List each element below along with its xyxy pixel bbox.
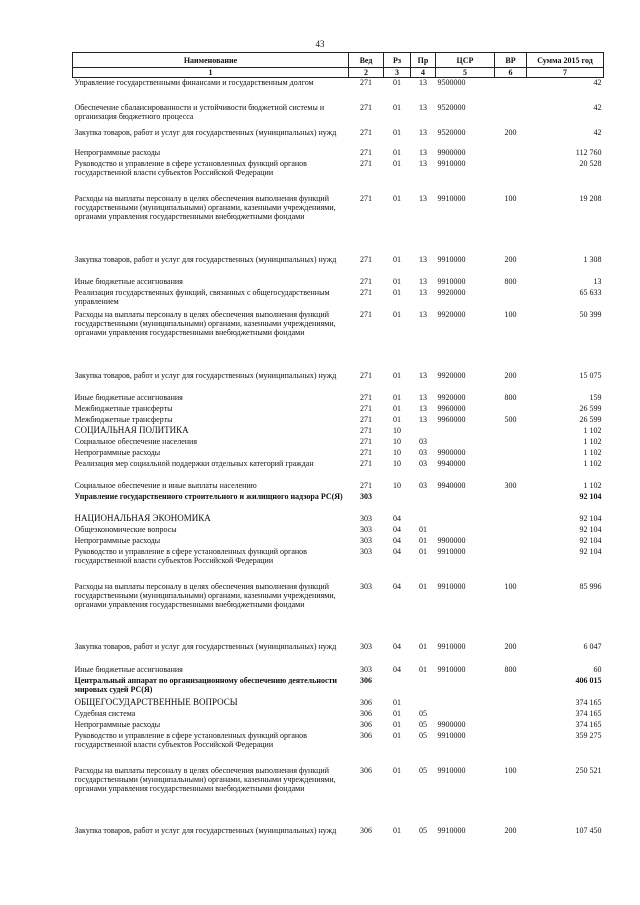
cell-sum: 26 599 xyxy=(579,403,602,413)
column-number: 6 xyxy=(495,68,527,78)
cell-sum: 112 760 xyxy=(575,147,602,157)
cell-ved: 271 xyxy=(360,480,372,490)
cell-pr: 13 xyxy=(419,254,427,264)
cell-ved: 271 xyxy=(360,287,372,297)
cell-csr xyxy=(436,492,495,514)
cell-pr: 05 xyxy=(419,825,427,835)
cell-sum: 92 104 xyxy=(579,524,602,534)
cell-ved: 303 xyxy=(360,513,372,523)
cell-ved: 303 xyxy=(360,535,372,545)
cell-ved: 271 xyxy=(360,370,372,380)
cell-rz: 01 xyxy=(393,730,401,740)
cell-rz: 01 xyxy=(393,78,401,87)
cell-csr: 9920000 xyxy=(437,370,466,380)
cell-rz: 01 xyxy=(393,102,401,112)
cell-pr: 01 xyxy=(419,524,427,534)
cell-vr xyxy=(495,536,527,547)
cell-ved: 271 xyxy=(360,158,372,168)
budget-table xyxy=(72,52,604,848)
cell-sum: 250 521 xyxy=(575,765,602,775)
cell-csr: 9900000 xyxy=(437,147,466,157)
table-row xyxy=(73,393,604,404)
cell-rz: 10 xyxy=(393,425,401,435)
cell-ved: 306 xyxy=(360,730,372,740)
cell-ved: 306 xyxy=(360,675,372,685)
table-row xyxy=(73,536,604,547)
table-row xyxy=(73,826,604,848)
cell-vr: 200 xyxy=(504,641,517,651)
cell-ved: 306 xyxy=(360,765,372,775)
cell-pr: 13 xyxy=(419,287,427,297)
header-name: Наименование xyxy=(73,53,349,68)
cell-sum: 1 102 xyxy=(583,458,602,468)
column-number-row xyxy=(73,68,604,78)
cell-pr: 01 xyxy=(419,664,427,674)
cell-sum: 15 075 xyxy=(579,370,602,380)
cell-csr: 9900000 xyxy=(437,719,466,729)
cell-ved: 271 xyxy=(360,458,372,468)
cell-rz: 01 xyxy=(393,370,401,380)
cell-pr: 03 xyxy=(419,447,427,457)
table-row xyxy=(73,642,604,665)
cell-rz: 04 xyxy=(393,513,401,523)
column-number: 7 xyxy=(527,68,604,78)
cell-ved: 271 xyxy=(360,127,372,137)
cell-vr xyxy=(495,103,527,128)
cell-sum: 92 104 xyxy=(579,546,602,556)
column-number: 3 xyxy=(384,68,411,78)
cell-name: Закупка товаров, работ и услуг для государственных (муниципальных) нужд xyxy=(74,370,337,380)
cell-rz: 04 xyxy=(393,546,401,556)
cell-sum: 1 102 xyxy=(583,436,602,446)
cell-csr: 9500000 xyxy=(437,78,466,87)
cell-rz: 01 xyxy=(393,697,401,707)
cell-csr: 9910000 xyxy=(437,254,466,264)
header-sum: Сумма 2015 год xyxy=(527,53,604,68)
cell-sum: 20 528 xyxy=(579,158,602,168)
cell-vr: 100 xyxy=(504,581,517,591)
cell-vr xyxy=(495,514,527,525)
cell-csr: 9910000 xyxy=(437,193,466,203)
cell-csr xyxy=(436,525,495,536)
table-row xyxy=(73,514,604,525)
cell-rz: 01 xyxy=(393,287,401,297)
cell-csr: 9900000 xyxy=(437,447,466,457)
cell-name: СОЦИАЛЬНАЯ ПОЛИТИКА xyxy=(74,424,189,435)
cell-pr: 03 xyxy=(419,458,427,468)
cell-csr xyxy=(436,676,495,698)
cell-sum: 42 xyxy=(593,127,602,137)
table-row xyxy=(73,481,604,492)
cell-vr xyxy=(495,448,527,459)
cell-sum: 406 015 xyxy=(575,675,602,685)
cell-pr: 13 xyxy=(419,193,427,203)
cell-csr: 9960000 xyxy=(437,414,466,424)
cell-vr xyxy=(495,547,527,582)
cell-ved: 306 xyxy=(360,719,372,729)
cell-sum: 92 104 xyxy=(579,513,602,523)
cell-ved: 271 xyxy=(360,102,372,112)
cell-csr: 9910000 xyxy=(437,276,466,286)
cell-sum: 85 996 xyxy=(579,581,602,591)
cell-pr: 13 xyxy=(419,147,427,157)
cell-name: Иные бюджетные ассигнования xyxy=(74,276,183,286)
cell-name: Реализация мер социальной поддержки отдельных категорий граждан xyxy=(74,458,314,468)
cell-vr xyxy=(495,492,527,514)
cell-csr xyxy=(436,709,495,720)
table-row xyxy=(73,128,604,148)
cell-sum: 374 165 xyxy=(575,719,602,729)
cell-rz xyxy=(384,676,411,698)
cell-csr: 9940000 xyxy=(437,480,466,490)
cell-csr: 9520000 xyxy=(437,102,466,112)
table-row xyxy=(73,277,604,288)
cell-ved: 271 xyxy=(360,447,372,457)
cell-pr: 01 xyxy=(419,581,427,591)
cell-sum: 1 102 xyxy=(583,480,602,490)
cell-pr: 03 xyxy=(419,480,427,490)
cell-ved: 306 xyxy=(360,697,372,707)
cell-ved: 306 xyxy=(360,825,372,835)
cell-name: Обеспечение сбалансированности и устойчивости бюджетной системы и организация бюджетного процесса xyxy=(74,102,325,121)
table-row xyxy=(73,78,604,103)
cell-vr xyxy=(495,159,527,194)
cell-csr: 9920000 xyxy=(437,287,466,297)
table-row xyxy=(73,194,604,255)
cell-pr: 13 xyxy=(419,309,427,319)
cell-vr: 200 xyxy=(504,370,517,380)
cell-ved: 271 xyxy=(360,276,372,286)
table-row xyxy=(73,310,604,371)
cell-ved: 303 xyxy=(360,546,372,556)
cell-name: ОБЩЕГОСУДАРСТВЕННЫЕ ВОПРОСЫ xyxy=(74,696,238,707)
cell-name: Закупка товаров, работ и услуг для государственных (муниципальных) нужд xyxy=(74,641,337,651)
cell-rz: 10 xyxy=(393,436,401,446)
cell-rz: 04 xyxy=(393,664,401,674)
cell-sum: 6 047 xyxy=(583,641,602,651)
cell-vr xyxy=(495,720,527,731)
cell-sum: 65 633 xyxy=(579,287,602,297)
cell-vr xyxy=(495,459,527,481)
cell-rz: 01 xyxy=(393,414,401,424)
cell-pr: 05 xyxy=(419,719,427,729)
cell-pr: 13 xyxy=(419,158,427,168)
cell-ved: 303 xyxy=(360,664,372,674)
cell-ved: 271 xyxy=(360,403,372,413)
table-row xyxy=(73,103,604,128)
cell-csr xyxy=(436,698,495,709)
cell-csr: 9910000 xyxy=(437,765,466,775)
table-row xyxy=(73,148,604,159)
cell-ved: 271 xyxy=(360,392,372,402)
cell-csr: 9910000 xyxy=(437,546,466,556)
cell-sum: 1 102 xyxy=(583,425,602,435)
cell-rz: 01 xyxy=(393,254,401,264)
table-row xyxy=(73,426,604,437)
cell-csr: 9520000 xyxy=(437,127,466,137)
cell-name: Иные бюджетные ассигнования xyxy=(74,664,183,674)
cell-rz: 01 xyxy=(393,719,401,729)
table-row xyxy=(73,766,604,826)
cell-csr: 9920000 xyxy=(437,309,466,319)
cell-name: Управление государственными финансами и государственным долгом xyxy=(74,78,314,87)
cell-csr: 9920000 xyxy=(437,392,466,402)
cell-name: Руководство и управление в сфере установленных функций органов государственной власти субъектов Российской Федерации xyxy=(74,546,307,565)
cell-vr xyxy=(495,404,527,415)
cell-vr: 300 xyxy=(504,480,517,490)
table-row xyxy=(73,582,604,642)
cell-vr: 800 xyxy=(504,392,517,402)
cell-ved: 303 xyxy=(360,491,372,501)
cell-pr: 05 xyxy=(419,708,427,718)
header-rz: Рз xyxy=(384,53,411,68)
cell-pr: 05 xyxy=(419,765,427,775)
cell-ved: 303 xyxy=(360,581,372,591)
cell-pr: 05 xyxy=(419,730,427,740)
cell-vr: 100 xyxy=(504,309,517,319)
header-vr: ВР xyxy=(495,53,527,68)
cell-ved: 271 xyxy=(360,254,372,264)
cell-sum: 50 399 xyxy=(579,309,602,319)
cell-sum: 92 104 xyxy=(579,535,602,545)
column-number: 1 xyxy=(73,68,349,78)
cell-ved: 271 xyxy=(360,147,372,157)
table-row xyxy=(73,547,604,582)
cell-vr: 200 xyxy=(504,254,517,264)
table-row xyxy=(73,415,604,426)
cell-pr xyxy=(411,698,436,709)
cell-name: Общеэкономические вопросы xyxy=(74,524,177,534)
cell-pr: 13 xyxy=(419,414,427,424)
cell-rz: 01 xyxy=(393,708,401,718)
cell-csr: 9900000 xyxy=(437,535,466,545)
cell-pr: 13 xyxy=(419,276,427,286)
cell-name: Межбюджетные трансферты xyxy=(74,414,173,424)
cell-vr xyxy=(495,437,527,448)
cell-name: Непрограммные расходы xyxy=(74,447,161,457)
cell-rz: 01 xyxy=(393,158,401,168)
cell-pr xyxy=(411,492,436,514)
table-row xyxy=(73,731,604,766)
cell-name: Непрограммные расходы xyxy=(74,147,161,157)
table-row xyxy=(73,665,604,676)
column-number: 4 xyxy=(411,68,436,78)
cell-ved: 271 xyxy=(360,436,372,446)
cell-pr: 03 xyxy=(419,436,427,446)
column-number: 5 xyxy=(436,68,495,78)
cell-csr: 9910000 xyxy=(437,730,466,740)
cell-csr: 9910000 xyxy=(437,641,466,651)
cell-pr: 13 xyxy=(419,392,427,402)
cell-rz: 01 xyxy=(393,276,401,286)
cell-name: Иные бюджетные ассигнования xyxy=(74,392,183,402)
cell-pr: 13 xyxy=(419,403,427,413)
cell-pr: 13 xyxy=(419,78,427,87)
cell-name: Расходы на выплаты персоналу в целях обеспечения выполнения функций государственными (муниципальными) органами, казенными учреждениями, органами управления государственными внебюджетными фондами xyxy=(74,765,336,793)
cell-sum: 1 102 xyxy=(583,447,602,457)
cell-vr: 100 xyxy=(504,193,517,203)
table-row xyxy=(73,720,604,731)
cell-csr xyxy=(436,437,495,448)
cell-ved: 271 xyxy=(360,425,372,435)
cell-csr: 9910000 xyxy=(437,581,466,591)
cell-rz: 01 xyxy=(393,127,401,137)
page-number: 43 xyxy=(315,39,325,49)
cell-sum: 42 xyxy=(593,78,602,87)
cell-name: Реализация государственных функций, связанных с общегосударственным управлением xyxy=(74,287,330,306)
cell-name: НАЦИОНАЛЬНАЯ ЭКОНОМИКА xyxy=(74,512,211,523)
cell-name: Межбюджетные трансферты xyxy=(74,403,173,413)
cell-pr: 01 xyxy=(419,535,427,545)
cell-csr xyxy=(436,514,495,525)
cell-name: Руководство и управление в сфере установленных функций органов государственной власти субъектов Российской Федерации xyxy=(74,730,307,749)
table-row xyxy=(73,448,604,459)
cell-vr xyxy=(495,525,527,536)
cell-csr: 9910000 xyxy=(437,664,466,674)
cell-sum: 159 xyxy=(589,392,602,402)
table-row xyxy=(73,459,604,481)
cell-vr: 500 xyxy=(504,414,517,424)
table-row xyxy=(73,371,604,393)
cell-name: Непрограммные расходы xyxy=(74,535,161,545)
cell-ved: 271 xyxy=(360,309,372,319)
cell-vr: 800 xyxy=(504,276,517,286)
cell-sum: 374 165 xyxy=(575,708,602,718)
cell-name: Центральный аппарат по организационному обеспечению деятельности мировых судей РС(Я) xyxy=(74,675,338,694)
cell-sum: 92 104 xyxy=(579,491,602,501)
header-ved: Вед xyxy=(349,53,384,68)
cell-ved: 303 xyxy=(360,524,372,534)
table-row xyxy=(73,288,604,310)
cell-name: Закупка товаров, работ и услуг для государственных (муниципальных) нужд xyxy=(74,127,337,137)
cell-rz: 01 xyxy=(393,193,401,203)
cell-rz: 01 xyxy=(393,825,401,835)
cell-name: Руководство и управление в сфере установленных функций органов государственной власти субъектов Российской Федерации xyxy=(74,158,307,177)
cell-sum: 13 xyxy=(593,276,602,286)
cell-sum: 60 xyxy=(593,664,602,674)
cell-name: Непрограммные расходы xyxy=(74,719,161,729)
cell-rz: 10 xyxy=(393,458,401,468)
cell-name: Расходы на выплаты персоналу в целях обеспечения выполнения функций государственными (муниципальными) органами, казенными учреждениями, органами управления государственными внебюджетными фондами xyxy=(74,581,336,609)
table-row xyxy=(73,159,604,194)
cell-rz: 01 xyxy=(393,765,401,775)
cell-vr xyxy=(495,676,527,698)
cell-pr: 13 xyxy=(419,127,427,137)
cell-vr xyxy=(495,709,527,720)
cell-ved: 271 xyxy=(360,193,372,203)
cell-ved: 306 xyxy=(360,708,372,718)
cell-sum: 19 208 xyxy=(579,193,602,203)
cell-sum: 26 599 xyxy=(579,414,602,424)
cell-pr: 01 xyxy=(419,641,427,651)
table-row xyxy=(73,698,604,709)
cell-vr xyxy=(495,78,527,103)
header-row xyxy=(73,53,604,68)
cell-sum: 107 450 xyxy=(575,825,602,835)
table-row xyxy=(73,709,604,720)
cell-rz: 01 xyxy=(393,147,401,157)
cell-vr: 100 xyxy=(504,765,517,775)
cell-name: Закупка товаров, работ и услуг для государственных (муниципальных) нужд xyxy=(74,254,337,264)
cell-pr: 01 xyxy=(419,546,427,556)
cell-vr xyxy=(495,698,527,709)
cell-sum: 42 xyxy=(593,102,602,112)
cell-rz: 04 xyxy=(393,524,401,534)
cell-name: Судебная система xyxy=(74,708,136,718)
cell-vr: 800 xyxy=(504,664,517,674)
cell-csr: 9940000 xyxy=(437,458,466,468)
cell-vr xyxy=(495,148,527,159)
header-pr: Пр xyxy=(411,53,436,68)
cell-rz: 01 xyxy=(393,309,401,319)
cell-csr xyxy=(436,426,495,437)
cell-csr: 9910000 xyxy=(437,825,466,835)
cell-sum: 359 275 xyxy=(575,730,602,740)
cell-name: Социальное обеспечение и иные выплаты населению xyxy=(74,480,257,490)
cell-name: Управление государственного строительного и жилищного надзора РС(Я) xyxy=(74,491,343,501)
cell-rz: 01 xyxy=(393,392,401,402)
cell-vr xyxy=(495,731,527,766)
cell-name: Закупка товаров, работ и услуг для государственных (муниципальных) нужд xyxy=(74,825,337,835)
cell-pr xyxy=(411,676,436,698)
cell-rz: 04 xyxy=(393,641,401,651)
cell-rz: 10 xyxy=(393,447,401,457)
cell-pr: 13 xyxy=(419,102,427,112)
cell-ved: 271 xyxy=(360,414,372,424)
cell-vr: 200 xyxy=(504,127,517,137)
column-number: 2 xyxy=(349,68,384,78)
cell-csr: 9910000 xyxy=(437,158,466,168)
table-row xyxy=(73,492,604,514)
cell-name: Социальное обеспечение населения xyxy=(74,436,197,446)
table-row xyxy=(73,404,604,415)
cell-rz: 01 xyxy=(393,403,401,413)
cell-name: Расходы на выплаты персоналу в целях обеспечения выполнения функций государственными (муниципальными) органами, казенными учреждениями, органами управления государственными внебюджетными фондами xyxy=(74,193,336,221)
table-row xyxy=(73,676,604,698)
cell-ved: 303 xyxy=(360,641,372,651)
cell-pr xyxy=(411,514,436,525)
cell-sum: 374 165 xyxy=(575,697,602,707)
cell-ved: 271 xyxy=(360,78,372,87)
table-row xyxy=(73,437,604,448)
cell-rz: 10 xyxy=(393,480,401,490)
cell-vr xyxy=(495,288,527,310)
cell-csr: 9960000 xyxy=(437,403,466,413)
table-row xyxy=(73,255,604,277)
cell-pr xyxy=(411,426,436,437)
cell-rz: 04 xyxy=(393,581,401,591)
table-row xyxy=(73,525,604,536)
cell-vr xyxy=(495,426,527,437)
cell-name: Расходы на выплаты персоналу в целях обеспечения выполнения функций государственными (муниципальными) органами, казенными учреждениями, органами управления государственными внебюджетными фондами xyxy=(74,309,336,337)
header-csr: ЦСР xyxy=(436,53,495,68)
cell-rz xyxy=(384,492,411,514)
cell-sum: 1 308 xyxy=(583,254,602,264)
cell-rz: 04 xyxy=(393,535,401,545)
cell-vr: 200 xyxy=(504,825,517,835)
cell-pr: 13 xyxy=(419,370,427,380)
